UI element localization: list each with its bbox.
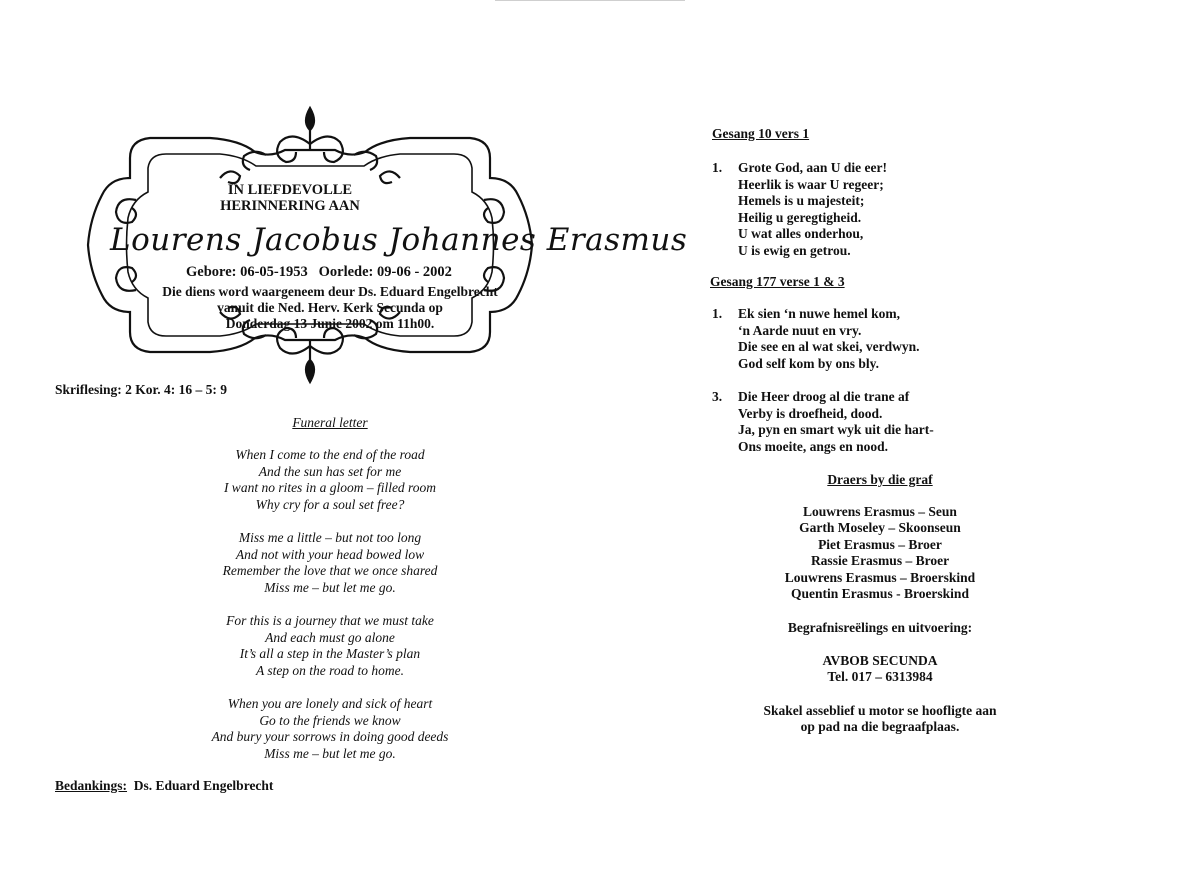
bearers-list [740, 504, 1020, 602]
poem-line: I want no rites in a gloom – filled room [223, 480, 437, 496]
memorial-heading-line1: IN LIEFDEVOLLE [227, 182, 353, 198]
dates-line [186, 264, 506, 281]
verse-line: Grote God, aan U die eer! [738, 160, 887, 175]
service-line-1: Die diens word waargeneem deur Ds. Eduard Engelbrecht [162, 284, 498, 299]
death-date: Oorlede: 09-06 - 2002 [318, 264, 452, 280]
verse-line: God self kom by ons bly. [738, 355, 880, 371]
hymn2-verse-1 [712, 306, 1012, 376]
verse-lines [738, 160, 887, 260]
poem-line: Go to the friends we know [259, 712, 401, 728]
verse-line: Ek sien ‘n nuwe hemel kom, [738, 306, 901, 321]
poem-line: Miss me – but let me go. [264, 745, 396, 761]
hymn2-title: Gesang 177 verse 1 & 3 [710, 274, 845, 289]
poem-line: Why cry for a soul set free? [255, 496, 405, 512]
poem-line: Remember the love that we once shared [222, 563, 438, 579]
verse-line: Heerlik is waar U regeer; [738, 176, 884, 192]
bearer-item: Rassie Erasmus – Broer [810, 553, 950, 569]
service-details [120, 284, 540, 332]
verse-line: Ja, pyn en smart wyk uit die hart- [738, 422, 934, 438]
poem-line: And bury your sorrows in doing good deeds [211, 729, 449, 745]
headlights-request [740, 703, 1020, 735]
bearer-item: Quentin Erasmus - Broerskind [791, 586, 969, 602]
service-line-2: vanuit die Ned. Herv. Kerk Secunda op [217, 300, 443, 315]
poem-line: And each must go alone [265, 629, 395, 645]
verse-line: Die see en al wat skei, verdwyn. [738, 339, 920, 355]
poem [130, 447, 530, 779]
acknowledgements [55, 778, 273, 794]
bearer-item: Louwrens Erasmus – Broerskind [784, 569, 976, 585]
poem-line: A step on the road to home. [255, 662, 405, 678]
poem-line: Miss me – but let me go. [264, 579, 396, 595]
scripture-reference: 2 Kor. 4: 16 – 5: 9 [125, 382, 228, 397]
memorial-heading-line2: HERINNERING AAN [220, 198, 360, 214]
poem-line: For this is a journey that we must take [226, 612, 434, 628]
poem-line: Miss me a little – but not too long [238, 529, 422, 545]
memorial-heading [180, 182, 400, 214]
undertaker-name: AVBOB SECUNDA [822, 653, 938, 668]
poem-line: When you are lonely and sick of heart [227, 695, 433, 711]
poem-line: And not with your head bowed low [235, 546, 425, 562]
verse-line: Die Heer droog al die trane af [738, 389, 910, 404]
poem-stanza [130, 447, 530, 513]
verse-line: ‘n Aarde nuut en vry. [738, 322, 862, 338]
poem-stanza [130, 613, 530, 679]
poem-title: Funeral letter [292, 415, 368, 430]
service-line-3: Donderdag 13 Junie 2002 om 11h00. [225, 316, 435, 331]
poem-stanza [130, 696, 530, 762]
verse-number: 1. [712, 160, 723, 175]
verse-lines [738, 389, 934, 455]
scripture-reading [55, 382, 227, 398]
birth-date: Gebore: 06-05-1953 [186, 264, 308, 280]
deceased-name: Lourens Jacobus Johannes Erasmus [110, 222, 688, 258]
verse-line: Ons moeite, angs en nood. [738, 438, 889, 454]
verse-line: U wat alles onderhou, [738, 226, 864, 242]
thanks-label: Bedankings: [55, 778, 128, 793]
hymn1-title: Gesang 10 vers 1 [712, 126, 810, 141]
poem-line: It’s all a step in the Master’s plan [239, 646, 421, 662]
scan-edge-line [495, 0, 685, 1]
bearers-title: Draers by die graf [827, 472, 933, 487]
hymn1-verse [712, 160, 1012, 260]
verse-number: 1. [712, 306, 723, 321]
verse-line: U is ewig en getrou. [738, 242, 851, 258]
poem-line: And the sun has set for me [258, 463, 402, 479]
thanks-name: Ds. Eduard Engelbrecht [133, 778, 274, 793]
undertaker-phone: Tel. 017 – 6313984 [827, 669, 933, 684]
undertaker [740, 653, 1020, 685]
poem-stanza [130, 530, 530, 596]
verse-number: 3. [712, 389, 723, 404]
poem-line: When I come to the end of the road [235, 447, 425, 462]
verse-line: Verby is droefheid, dood. [738, 405, 883, 421]
funeral-arrangements-label: Begrafnisreëlings en uitvoering: [787, 620, 973, 635]
hymn2-verse-3 [712, 389, 1012, 459]
bearer-item: Louwrens Erasmus – Seun [803, 504, 957, 519]
bearer-item: Piet Erasmus – Broer [818, 536, 942, 552]
scripture-label: Skriflesing: [55, 382, 122, 397]
verse-line: Heilig u geregtigheid. [738, 209, 862, 225]
request-line-1: Skakel asseblief u motor se hoofligte aan [763, 703, 997, 718]
bearer-item: Garth Moseley – Skoonseun [799, 520, 961, 536]
request-line-2: op pad na die begraafplaas. [800, 719, 960, 734]
verse-lines [738, 306, 919, 372]
verse-line: Hemels is u majesteit; [738, 193, 865, 209]
